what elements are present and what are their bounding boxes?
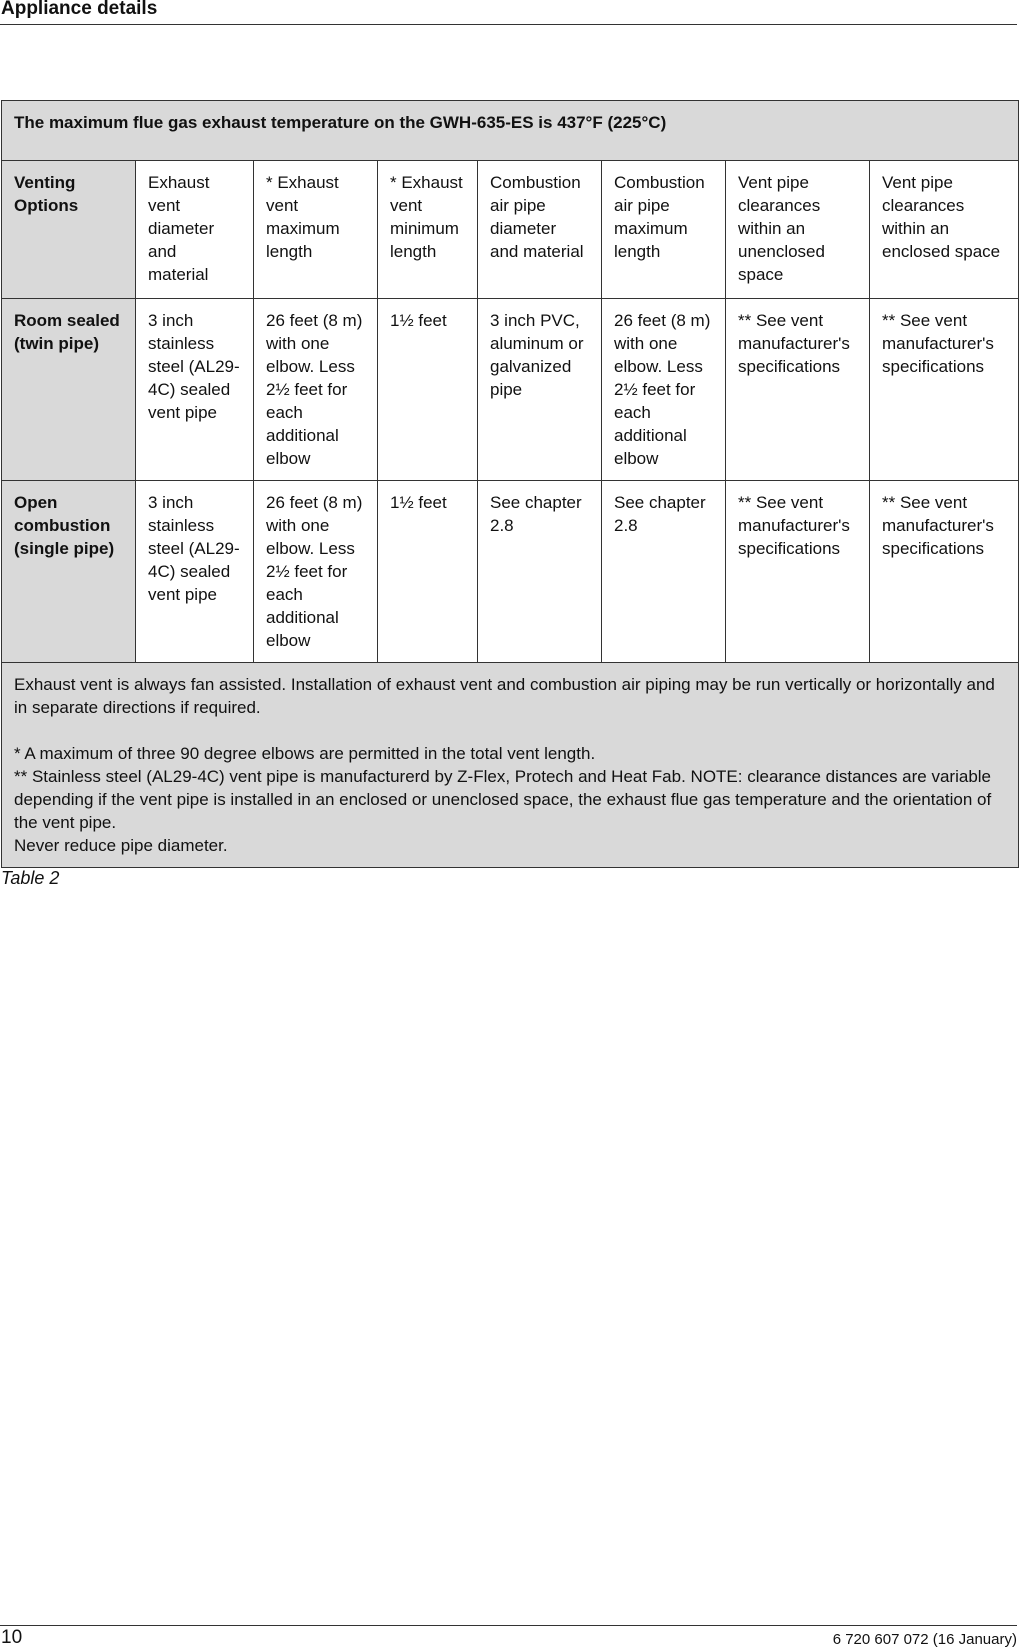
table-cell: 3 inch PVC, aluminum or galvanized pipe bbox=[478, 299, 602, 481]
table-cell: 26 feet (8 m) with one elbow. Less 2½ feet for each additional elbow bbox=[254, 299, 378, 481]
note-fan-assisted: Exhaust vent is always fan assisted. Installation of exhaust vent and combustion air piping may be run vertically or horizontally and in separate directions if required. bbox=[14, 675, 995, 717]
table-cell: 1½ feet bbox=[378, 299, 478, 481]
note-stainless-steel: ** Stainless steel (AL29-4C) vent pipe is manufacturerd by Z-Flex, Protech and Heat Fab. NOTE: clearance distances are variable depending if the vent pipe is installed in an enclosed or unenclosed space, the exhaust flue gas temperature and the orientation of the vent pipe. bbox=[14, 767, 992, 832]
table-cell: ** See vent manufacturer's specifications bbox=[726, 299, 870, 481]
table-title-row bbox=[2, 101, 1019, 161]
page-header bbox=[0, 0, 1017, 25]
page-title: Appliance details bbox=[1, 0, 158, 19]
note-spacer bbox=[14, 719, 1006, 742]
row-header-room-sealed: Room sealed (twin pipe) bbox=[2, 299, 136, 481]
note-pipe-diameter: Never reduce pipe diameter. bbox=[14, 836, 228, 855]
row-header-open-combustion: Open combustion (single pipe) bbox=[2, 481, 136, 663]
table-cell: 26 feet (8 m) with one elbow. Less 2½ feet for each additional elbow bbox=[254, 481, 378, 663]
table-row bbox=[2, 299, 1019, 481]
table-cell: 26 feet (8 m) with one elbow. Less 2½ feet for each additional elbow bbox=[602, 299, 726, 481]
table-cell: ** See vent manufacturer's specifications bbox=[870, 299, 1019, 481]
column-header-venting-options: Venting Options bbox=[2, 161, 136, 299]
column-header-exhaust-min-length: * Exhaust vent minimum length bbox=[378, 161, 478, 299]
table-cell: See chapter 2.8 bbox=[602, 481, 726, 663]
venting-table-container bbox=[1, 100, 1018, 868]
table-header-row bbox=[2, 161, 1019, 299]
table-cell: ** See vent manufacturer's specifications bbox=[870, 481, 1019, 663]
table-cell: 3 inch stainless steel (AL29-4C) sealed vent pipe bbox=[136, 299, 254, 481]
table-notes bbox=[2, 663, 1019, 868]
table-cell: 1½ feet bbox=[378, 481, 478, 663]
note-elbow-limit: * A maximum of three 90 degree elbows are permitted in the total vent length. bbox=[14, 744, 596, 763]
column-header-exhaust-diameter: Exhaust vent diameter and material bbox=[136, 161, 254, 299]
table-cell: 3 inch stainless steel (AL29-4C) sealed vent pipe bbox=[136, 481, 254, 663]
table-row bbox=[2, 481, 1019, 663]
page-number: 10 bbox=[1, 1627, 23, 1648]
column-header-enclosed-clearance: Vent pipe clearances within an enclosed space bbox=[870, 161, 1019, 299]
table-notes-row bbox=[2, 663, 1019, 868]
column-header-air-pipe-diameter: Combustion air pipe diameter and material bbox=[478, 161, 602, 299]
venting-options-table bbox=[1, 100, 1019, 868]
table-cell: See chapter 2.8 bbox=[478, 481, 602, 663]
table-cell: ** See vent manufacturer's specifications bbox=[726, 481, 870, 663]
document-id: 6 720 607 072 (16 January) bbox=[832, 1631, 1017, 1648]
column-header-unenclosed-clearance: Vent pipe clearances within an unenclosed space bbox=[726, 161, 870, 299]
column-header-exhaust-max-length: * Exhaust vent maximum length bbox=[254, 161, 378, 299]
column-header-air-pipe-max-length: Combustion air pipe maximum length bbox=[602, 161, 726, 299]
table-caption: Table 2 bbox=[1, 868, 60, 888]
footer-divider bbox=[0, 1625, 1017, 1626]
table-title: The maximum flue gas exhaust temperature on the GWH-635-ES is 437°F (225°C) bbox=[2, 101, 1019, 161]
